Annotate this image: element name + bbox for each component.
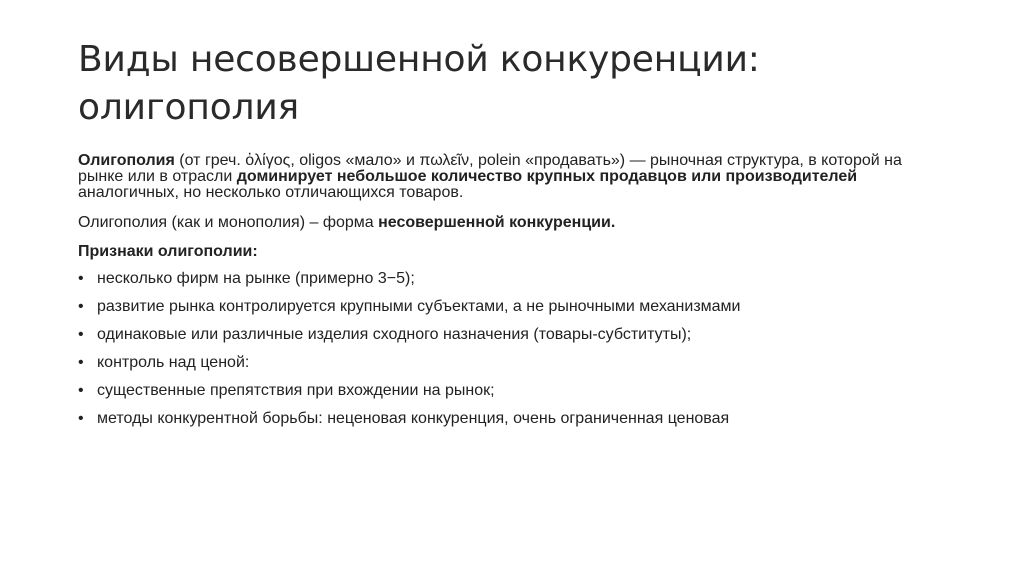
list-item — [78, 325, 938, 344]
list-item — [78, 297, 938, 316]
list-item-text: контроль над ценой: — [97, 354, 250, 371]
form-text: Олигополия (как и монополия) – форма — [78, 214, 379, 231]
list-item-text: одинаковые или различные изделия сходного назначения (товары-субституты); — [97, 326, 692, 343]
signs-list — [78, 269, 938, 428]
list-item-text: существенные препятствия при вхождении на рынок; — [97, 382, 495, 399]
bullet-icon: • — [78, 298, 84, 315]
list-item-text: развитие рынка контролируется крупными субъектами, а не рыночными механизмами — [97, 298, 741, 315]
list-item — [78, 409, 938, 428]
form-bold: несовершенной конкуренции. — [378, 214, 616, 231]
list-item-text: методы конкурентной борьбы: неценовая конкуренция, очень ограниченная ценовая — [97, 410, 730, 427]
slide-body — [78, 153, 938, 437]
list-item — [78, 353, 938, 372]
definition-text-2: аналогичных, но несколько отличающихся товаров. — [78, 184, 464, 201]
bullet-icon: • — [78, 382, 84, 399]
slide-title-line-1: Виды несовершенной конкуренции: — [78, 39, 760, 80]
definition-term: Олигополия — [78, 152, 175, 169]
list-item-text: несколько фирм на рынке (примерно 3−5); — [97, 270, 415, 287]
form-paragraph — [78, 213, 938, 232]
definition-paragraph — [78, 153, 938, 201]
definition-bold-phrase: доминирует небольшое количество крупных продавцов или производителей — [236, 168, 858, 185]
bullet-icon: • — [78, 270, 84, 287]
bullet-icon: • — [78, 326, 84, 343]
list-item — [78, 269, 938, 288]
slide-title-line-2: олигополия — [78, 87, 299, 128]
definition-text-1: (от греч. ὀλίγος, oligos «мало» и πωλεῖν, polein «продавать») — рыночная структура, в которой на рынке или в отрасли — [78, 152, 902, 185]
bullet-icon: • — [78, 410, 84, 427]
slide-title — [78, 36, 958, 132]
signs-heading: Признаки олигополии: — [78, 243, 258, 260]
bullet-icon: • — [78, 354, 84, 371]
list-item — [78, 381, 938, 400]
